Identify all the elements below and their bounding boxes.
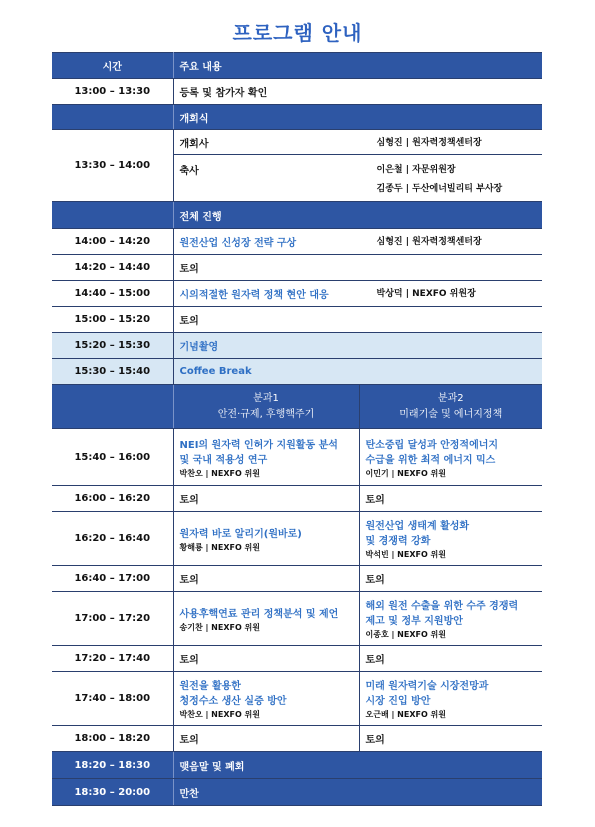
track-1-session bbox=[173, 592, 359, 646]
table-row bbox=[52, 726, 542, 752]
speaker: 오근배 | NEXFO 위원 bbox=[365, 710, 447, 719]
session-title: 수급을 위한 최적 에너지 믹스 bbox=[365, 454, 496, 466]
session-title: 사용후핵연료 관리 정책분석 및 제언 bbox=[179, 608, 339, 620]
section-label: 개회식 bbox=[173, 105, 542, 130]
table-row bbox=[52, 752, 542, 779]
table-row bbox=[52, 333, 542, 359]
track-2-session bbox=[359, 512, 542, 566]
content-cell bbox=[173, 229, 542, 255]
table-row bbox=[52, 566, 542, 592]
track-2-session: 토의 bbox=[359, 646, 542, 672]
table-row bbox=[52, 486, 542, 512]
table-row bbox=[52, 307, 542, 333]
session-title: 청정수소 생산 실증 방안 bbox=[179, 696, 287, 707]
page-title: 프로그램 안내 bbox=[232, 21, 363, 45]
speaker: 송기찬 | NEXFO 위원 bbox=[179, 622, 261, 632]
session-title: 원전산업 생태계 활성화 bbox=[365, 521, 470, 532]
table-header-row bbox=[52, 53, 542, 79]
table-row bbox=[52, 130, 542, 155]
section-time-blank bbox=[52, 105, 173, 130]
time-cell: 18:00 – 18:20 bbox=[52, 726, 173, 752]
table-row bbox=[52, 255, 542, 281]
table-row bbox=[52, 281, 542, 307]
session-title: 및 국내 적용성 연구 bbox=[179, 454, 268, 466]
track-1-topic: 안전·규제, 후행핵주기 bbox=[217, 408, 315, 420]
track-1-session bbox=[173, 672, 359, 726]
track-1-session: 토의 bbox=[173, 646, 359, 672]
track-2-topic: 미래기술 및 에너지정책 bbox=[399, 408, 503, 420]
content-cell bbox=[173, 130, 542, 155]
content-cell: 등록 및 참가자 확인 bbox=[173, 79, 542, 105]
track-1-session: 토의 bbox=[173, 566, 359, 592]
speaker: 이종호 | NEXFO 위원 bbox=[365, 630, 447, 639]
time-cell: 15:40 – 16:00 bbox=[52, 429, 173, 486]
table-row bbox=[52, 512, 542, 566]
table-row bbox=[52, 429, 542, 486]
speaker: 김종두 | 두산에너빌리티 부사장 bbox=[376, 184, 503, 194]
section-row bbox=[52, 105, 542, 130]
content-cell: 기념촬영 bbox=[173, 333, 542, 359]
content-cell bbox=[173, 155, 542, 202]
speaker: 심형진 | 원자력정책센터장 bbox=[376, 237, 482, 247]
section-label: 전체 진행 bbox=[173, 202, 542, 229]
speaker-list bbox=[377, 162, 537, 194]
section-row bbox=[52, 202, 542, 229]
session-title: 제고 및 정부 지원방안 bbox=[365, 616, 463, 627]
section-time-blank bbox=[52, 385, 173, 429]
track-2-name: 분과2 bbox=[437, 392, 464, 404]
session-title: 미래 원자력기술 시장전망과 bbox=[365, 681, 489, 692]
speaker: 박찬오 | NEXFO 위원 bbox=[179, 468, 261, 478]
time-cell: 17:40 – 18:00 bbox=[52, 672, 173, 726]
content-cell: 만찬 bbox=[173, 779, 542, 806]
session-title: 원전산업 신성장 전략 구상 bbox=[179, 238, 297, 249]
speaker: 박찬오 | NEXFO 위원 bbox=[179, 710, 261, 719]
track-1-session: 토의 bbox=[173, 726, 359, 752]
session-title: 원자력 바로 알리기(원바로) bbox=[179, 528, 302, 540]
time-cell: 18:30 – 20:00 bbox=[52, 779, 173, 806]
time-cell: 18:20 – 18:30 bbox=[52, 752, 173, 779]
speaker: 황해룡 | NEXFO 위원 bbox=[179, 542, 261, 552]
speaker: 이은철 | 자문위원장 bbox=[376, 165, 456, 175]
time-cell: 16:40 – 17:00 bbox=[52, 566, 173, 592]
track-header-row bbox=[52, 385, 542, 429]
track-2-session bbox=[359, 592, 542, 646]
track-2-session: 토의 bbox=[359, 486, 542, 512]
session-title: 탄소중립 달성과 안정적에너지 bbox=[365, 439, 499, 451]
table-row bbox=[52, 592, 542, 646]
table-row bbox=[52, 79, 542, 105]
program-table bbox=[52, 52, 542, 806]
speaker: 이민기 | NEXFO 위원 bbox=[365, 468, 447, 478]
content-cell: 토의 bbox=[173, 307, 542, 333]
track-1-session bbox=[173, 429, 359, 486]
session-title: 원전을 활용한 bbox=[179, 681, 241, 692]
time-cell: 17:20 – 17:40 bbox=[52, 646, 173, 672]
content-cell: 맺음말 및 폐회 bbox=[173, 752, 542, 779]
time-cell: 15:20 – 15:30 bbox=[52, 333, 173, 359]
section-time-blank bbox=[52, 202, 173, 229]
session-label: 개회사 bbox=[179, 138, 209, 150]
content-cell: 토의 bbox=[173, 255, 542, 281]
track-1-session bbox=[173, 512, 359, 566]
header-time: 시간 bbox=[52, 53, 173, 79]
track-1-header bbox=[173, 385, 359, 429]
table-row bbox=[52, 646, 542, 672]
time-cell: 17:00 – 17:20 bbox=[52, 592, 173, 646]
time-cell: 15:30 – 15:40 bbox=[52, 359, 173, 385]
speaker: 심형진 | 원자력정책센터장 bbox=[376, 137, 482, 148]
track-1-session: 토의 bbox=[173, 486, 359, 512]
track-2-header bbox=[359, 385, 542, 429]
table-row bbox=[52, 359, 542, 385]
session-title: 시장 진입 방안 bbox=[365, 696, 431, 707]
speaker: 박상덕 | NEXFO 위원장 bbox=[376, 289, 476, 299]
track-2-session bbox=[359, 429, 542, 486]
session-title: 및 경쟁력 강화 bbox=[365, 536, 431, 547]
track-1-name: 분과1 bbox=[253, 392, 279, 404]
track-2-session: 토의 bbox=[359, 726, 542, 752]
time-cell: 14:00 – 14:20 bbox=[52, 229, 173, 255]
track-2-session: 토의 bbox=[359, 566, 542, 592]
header-content: 주요 내용 bbox=[173, 53, 542, 79]
session-label: 축사 bbox=[179, 166, 199, 177]
content-cell bbox=[173, 281, 542, 307]
session-title: 해외 원전 수출을 위한 수주 경쟁력 bbox=[365, 601, 519, 612]
time-cell: 14:40 – 15:00 bbox=[52, 281, 173, 307]
table-row bbox=[52, 229, 542, 255]
content-cell: Coffee Break bbox=[173, 359, 542, 385]
time-cell: 16:00 – 16:20 bbox=[52, 486, 173, 512]
table-row bbox=[52, 779, 542, 806]
time-cell: 15:00 – 15:20 bbox=[52, 307, 173, 333]
time-cell: 13:30 – 14:00 bbox=[52, 130, 173, 202]
speaker: 박석빈 | NEXFO 위원 bbox=[365, 550, 447, 559]
time-cell: 14:20 – 14:40 bbox=[52, 255, 173, 281]
session-title: NEI의 원자력 인허가 지원활동 분석 bbox=[179, 439, 338, 451]
track-2-session bbox=[359, 672, 542, 726]
time-cell: 13:00 – 13:30 bbox=[52, 79, 173, 105]
time-cell: 16:20 – 16:40 bbox=[52, 512, 173, 566]
table-row bbox=[52, 672, 542, 726]
session-title: 시의적절한 원자력 정책 현안 대응 bbox=[179, 290, 329, 301]
